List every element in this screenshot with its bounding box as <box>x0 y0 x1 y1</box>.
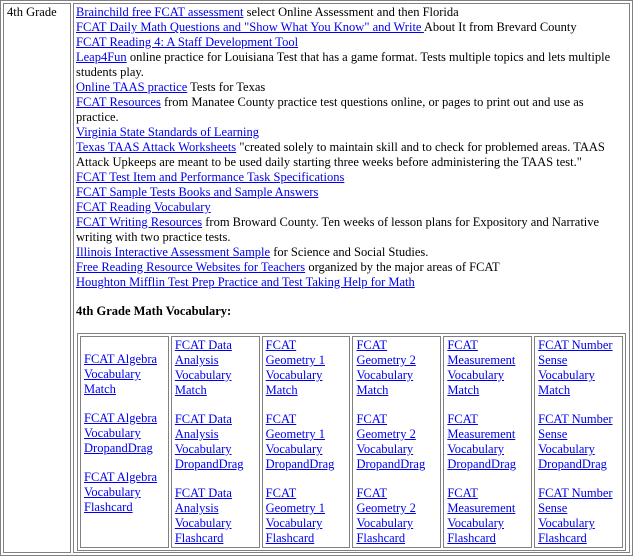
resource-item <box>76 260 627 275</box>
vocab-item <box>447 412 528 472</box>
vocab-item <box>538 486 619 546</box>
vocab-item <box>266 486 347 546</box>
vocab-link[interactable]: FCAT Geometry 1 Vocabulary Match <box>265 338 326 397</box>
vocab-heading: 4th Grade Math Vocabulary: <box>76 304 232 318</box>
vocab-link[interactable]: FCAT Measurement Vocabulary Match <box>447 338 516 397</box>
resource-link[interactable]: Free Reading Resource Websites for Teachers <box>76 260 306 274</box>
resource-description: from Broward County. Ten weeks of lesson plans for Expository and Narrative writing with two practice tests. <box>76 215 600 244</box>
resources-cell <box>73 3 630 553</box>
resource-item <box>76 50 627 80</box>
vocab-link[interactable]: FCAT Measurement Vocabulary Flashcard <box>447 486 516 545</box>
resource-link[interactable]: Online TAAS practice <box>76 80 188 94</box>
grade-label: 4th Grade <box>3 3 71 553</box>
resource-item <box>76 140 627 170</box>
resource-link[interactable]: FCAT Test Item and Performance Task Specifications <box>76 170 345 184</box>
resource-link[interactable]: FCAT Writing Resources <box>76 215 203 229</box>
resource-item <box>76 95 627 125</box>
resource-link[interactable]: Houghton Mifflin Test Prep Practice and Test Taking Help for Math <box>76 275 415 289</box>
vocab-table <box>77 333 626 551</box>
resource-description: "created solely to maintain skill and to check for problemed areas. TAAS Attack Upkeeps are meant to be used daily starting three weeks before administering the TAAS test." <box>76 140 605 169</box>
resource-item <box>76 35 627 50</box>
resource-item <box>76 275 627 290</box>
vocab-item <box>538 412 619 472</box>
resource-link[interactable]: Virginia State Standards of Learning <box>76 125 260 139</box>
resource-link[interactable]: FCAT Resources <box>76 95 161 109</box>
resource-description: select Online Assessment and then Florida <box>243 5 459 19</box>
vocab-link[interactable]: FCAT Algebra Vocabulary DropandDrag <box>84 411 158 455</box>
vocab-link[interactable]: FCAT Data Analysis Vocabulary DropandDrag <box>174 412 244 471</box>
resource-description: online practice for Louisiana Test that has a game format. Tests multiple topics and lets multiple students play. <box>76 50 611 79</box>
vocab-link[interactable]: FCAT Measurement Vocabulary DropandDrag <box>447 412 517 471</box>
resource-list <box>76 5 627 290</box>
resource-link[interactable]: FCAT Sample Tests Books and Sample Answers <box>76 185 319 199</box>
vocab-link[interactable]: FCAT Geometry 2 Vocabulary Match <box>356 338 416 397</box>
vocab-item <box>84 411 165 456</box>
resource-item <box>76 215 627 245</box>
vocab-column <box>352 336 441 548</box>
vocab-link[interactable]: FCAT Number Sense Vocabulary Match <box>538 338 613 397</box>
resource-link[interactable]: Texas TAAS Attack Worksheets <box>76 140 237 154</box>
vocab-item <box>447 486 528 546</box>
vocab-link[interactable]: FCAT Number Sense Vocabulary Flashcard <box>538 486 613 545</box>
resource-description: for Science and Social Studies. <box>270 245 429 259</box>
vocab-link[interactable]: FCAT Data Analysis Vocabulary Flashcard <box>174 486 232 545</box>
vocab-column <box>262 336 351 548</box>
vocab-column <box>80 336 169 548</box>
resource-link[interactable]: Illinois Interactive Assessment Sample <box>76 245 271 259</box>
vocab-link[interactable]: FCAT Geometry 1 Vocabulary Flashcard <box>265 486 326 545</box>
resource-link[interactable]: FCAT Daily Math Questions and "Show What You Know" and Write <box>76 20 424 34</box>
vocab-item <box>266 412 347 472</box>
vocab-link[interactable]: FCAT Data Analysis Vocabulary Match <box>174 338 232 397</box>
vocab-link[interactable]: FCAT Number Sense Vocabulary DropandDrag <box>538 412 613 471</box>
resource-link[interactable]: FCAT Reading 4: A Staff Development Tool <box>76 35 299 49</box>
resource-item <box>76 20 627 35</box>
vocab-item <box>175 486 256 546</box>
grade-row <box>3 3 630 553</box>
vocab-item <box>266 338 347 398</box>
resource-description: organized by the major areas of FCAT <box>305 260 500 274</box>
vocab-item <box>538 338 619 398</box>
vocab-item <box>84 470 165 515</box>
vocab-item <box>447 338 528 398</box>
vocab-link[interactable]: FCAT Geometry 2 Vocabulary DropandDrag <box>356 412 426 471</box>
resource-description: Tests for Texas <box>187 80 266 94</box>
vocab-item <box>175 338 256 398</box>
resource-link[interactable]: FCAT Reading Vocabulary <box>76 200 211 214</box>
resource-link[interactable]: Leap4Fun <box>76 50 127 64</box>
vocab-row <box>80 336 623 548</box>
resource-item <box>76 200 627 215</box>
resource-description: from Manatee County practice test questions online, or pages to print out and use as practice. <box>76 95 584 124</box>
vocab-column <box>171 336 260 548</box>
vocab-item <box>84 352 165 397</box>
vocab-link[interactable]: FCAT Algebra Vocabulary Flashcard <box>84 470 158 514</box>
resource-link[interactable]: Brainchild free FCAT assessment <box>76 5 244 19</box>
vocab-item <box>356 486 437 546</box>
resource-item <box>76 125 627 140</box>
resource-item <box>76 245 627 260</box>
vocab-column <box>534 336 623 548</box>
resource-item <box>76 185 627 200</box>
vocab-item <box>356 412 437 472</box>
vocab-link[interactable]: FCAT Algebra Vocabulary Match <box>84 352 158 396</box>
resource-description: About It from Brevard County <box>423 20 577 34</box>
vocab-link[interactable]: FCAT Geometry 2 Vocabulary Flashcard <box>356 486 416 545</box>
vocab-column <box>443 336 532 548</box>
resource-item <box>76 170 627 185</box>
vocab-link[interactable]: FCAT Geometry 1 Vocabulary DropandDrag <box>265 412 335 471</box>
resource-item <box>76 5 627 20</box>
vocab-item <box>356 338 437 398</box>
vocab-item <box>175 412 256 472</box>
resource-item <box>76 80 627 95</box>
